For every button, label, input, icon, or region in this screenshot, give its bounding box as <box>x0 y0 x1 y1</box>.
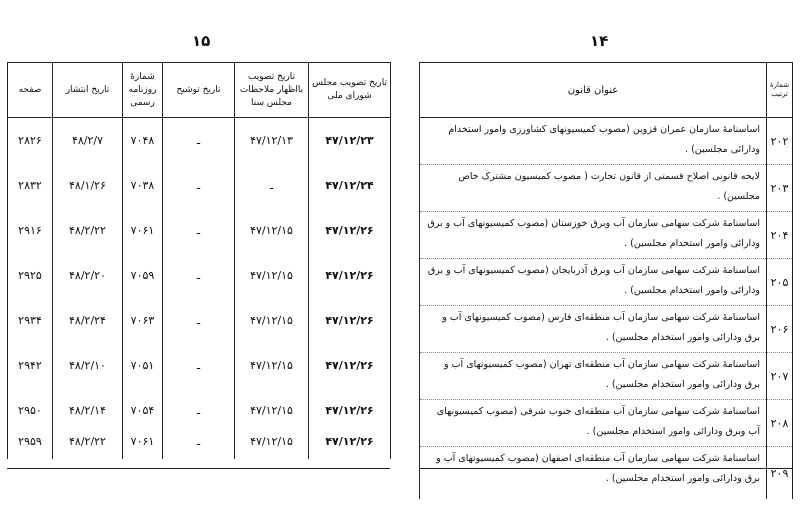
law-title: اساسنامهٔ شرکت سهامی سازمان آب منطقه‌ای فارس (مصوب کمیسیونهای آب و برق ودارائی وامور استخدام مجلسین) . <box>420 306 767 353</box>
table-cell: ـ <box>163 208 235 253</box>
list-item <box>420 118 793 165</box>
law-title: اساسنامهٔ شرکت سهامی سازمان آب وبرق خوزستان (مصوب کمیسیونهای آب و برق ودارائی وامور استخدام مجلسین) . <box>420 212 767 259</box>
law-number: ۲۰۷ <box>767 353 793 400</box>
left-laws-table <box>7 62 391 459</box>
table-cell: ۴۷/۱۲/۲۶ <box>309 298 391 343</box>
table-cell: ۴۷/۱۲/۲۴ <box>309 163 391 208</box>
table-cell: ۴۷/۱۲/۲۶ <box>309 388 391 433</box>
table-row <box>8 118 391 164</box>
table-cell: ۴۷/۱۲/۱۵ <box>235 433 309 459</box>
table-cell: ۷۰۵۴ <box>123 388 163 433</box>
law-number: ۲۰۹ <box>767 447 793 500</box>
table-row <box>8 433 391 459</box>
law-title: اساسنامهٔ سازمان عمران قزوین (مصوب کمیسیونهای کشاورزی وامور استخدام ودارائی مجلسین) . <box>420 118 767 165</box>
table-cell: ۷۰۶۱ <box>123 208 163 253</box>
table-cell: ۴۷/۱۲/۱۵ <box>235 253 309 298</box>
table-row <box>8 388 391 433</box>
law-title: اساسنامهٔ شرکت سهامی سازمان آب وبرق آذربایجان (مصوب کمیسیونهای آب و برق ودارائی وامور استخدام مجلسین) . <box>420 259 767 306</box>
law-number: ۲۰۵ <box>767 259 793 306</box>
law-number: ۲۰۸ <box>767 400 793 447</box>
table-cell: ۴۸/۲/۲۲ <box>53 208 123 253</box>
list-item <box>420 400 793 447</box>
list-item <box>420 165 793 212</box>
table-cell: ۴۷/۱۲/۲۳ <box>309 118 391 164</box>
table-cell: ۲۹۵۰ <box>8 388 53 433</box>
table-cell: ۴۷/۱۲/۱۵ <box>235 388 309 433</box>
table-cell: ۴۷/۱۲/۱۵ <box>235 298 309 343</box>
law-number: ۲۰۴ <box>767 212 793 259</box>
right-column-header: عنوان قانون <box>420 63 767 118</box>
table-cell: ـ <box>163 253 235 298</box>
table-cell: ۴۷/۱۲/۲۶ <box>309 208 391 253</box>
table-cell: ۷۰۶۱ <box>123 433 163 459</box>
list-item <box>420 212 793 259</box>
law-number: ۲۰۳ <box>767 165 793 212</box>
table-row <box>8 298 391 343</box>
right-column-header: شمارهٔ ترتیب <box>767 63 793 118</box>
table-cell: ۷۰۳۸ <box>123 163 163 208</box>
law-title: اساسنامهٔ شرکت سهامی سازمان آب منطقه‌ای تهران (مصوب کمیسیونهای آب و برق ودارائی وامور استخدام مجلسین) . <box>420 353 767 400</box>
table-cell: ۴۷/۱۲/۱۵ <box>235 208 309 253</box>
list-item <box>420 447 793 500</box>
table-cell: ۲۸۳۲ <box>8 163 53 208</box>
left-column-header: تاریخ توشیح <box>163 63 235 118</box>
table-cell: ۲۹۱۶ <box>8 208 53 253</box>
law-number: ۲۰۲ <box>767 118 793 165</box>
table-cell: ۴۸/۱/۲۶ <box>53 163 123 208</box>
table-cell: ۴۷/۱۲/۲۶ <box>309 253 391 298</box>
list-item <box>420 353 793 400</box>
table-cell: ۴۷/۱۲/۱۵ <box>235 343 309 388</box>
table-cell: ۴۸/۲/۱۴ <box>53 388 123 433</box>
list-item <box>420 259 793 306</box>
left-column-header: صفحه <box>8 63 53 118</box>
table-cell: ۲۹۲۵ <box>8 253 53 298</box>
left-column-header: تاریخ انتشار <box>53 63 123 118</box>
table-row <box>8 163 391 208</box>
table-cell: ۲۹۳۴ <box>8 298 53 343</box>
right-page-number: ۱۴ <box>590 32 609 50</box>
left-page-number: ۱۵ <box>192 32 211 50</box>
table-cell: ۴۷/۱۲/۲۶ <box>309 433 391 459</box>
left-column-header: تاریخ تصویب مجلس شورای ملی <box>309 63 391 118</box>
table-cell: ۴۸/۲/۲۴ <box>53 298 123 343</box>
table-row <box>8 253 391 298</box>
table-row <box>8 343 391 388</box>
right-laws-table <box>419 62 793 499</box>
table-cell: ۷۰۴۸ <box>123 118 163 164</box>
table-cell: ۲۸۲۶ <box>8 118 53 164</box>
table-cell: ۷۰۶۳ <box>123 298 163 343</box>
law-title: اساسنامهٔ شرکت سهامی سازمان آب منطقه‌ای اصفهان (مصوب کمیسیونهای آب و برق ودارائی وامور استخدام مجلسین) . <box>420 447 767 500</box>
list-item <box>420 306 793 353</box>
table-cell: ۲۹۵۹ <box>8 433 53 459</box>
table-cell: ـ <box>163 388 235 433</box>
right-bottom-rule <box>419 468 792 469</box>
table-cell: ۴۸/۲/۲۰ <box>53 253 123 298</box>
left-bottom-rule <box>7 468 390 469</box>
law-number: ۲۰۶ <box>767 306 793 353</box>
table-cell: ۷۰۵۹ <box>123 253 163 298</box>
table-row <box>8 208 391 253</box>
table-cell: ۴۸/۲/۲۲ <box>53 433 123 459</box>
law-title: لایحه قانونی اصلاح قسمتی از قانون تجارت ( مصوب کمیسیون مشترک خاص مجلسین) . <box>420 165 767 212</box>
law-title: اساسنامهٔ شرکت سهامی سازمان آب منطقه‌ای جنوب شرقی (مصوب کمیسیونهای آب وبرق ودارائی وامور استخدام مجلسین) . <box>420 400 767 447</box>
table-cell: ـ <box>163 118 235 164</box>
table-cell: ۴۷/۱۲/۲۶ <box>309 343 391 388</box>
table-cell: ۴۸/۲/۷ <box>53 118 123 164</box>
table-cell: ـ <box>235 163 309 208</box>
left-column-header: تاریخ تصویب بااظهار ملاحظات مجلس سنا <box>235 63 309 118</box>
table-cell: ـ <box>163 343 235 388</box>
table-cell: ۷۰۵۱ <box>123 343 163 388</box>
table-cell: ۲۹۴۲ <box>8 343 53 388</box>
left-column-header: شمارهٔ روزنامه رسمی <box>123 63 163 118</box>
table-cell: ـ <box>163 298 235 343</box>
table-cell: ـ <box>163 163 235 208</box>
table-cell: ۴۷/۱۲/۱۳ <box>235 118 309 164</box>
table-cell: ۴۸/۲/۱۰ <box>53 343 123 388</box>
table-cell: ـ <box>163 433 235 459</box>
